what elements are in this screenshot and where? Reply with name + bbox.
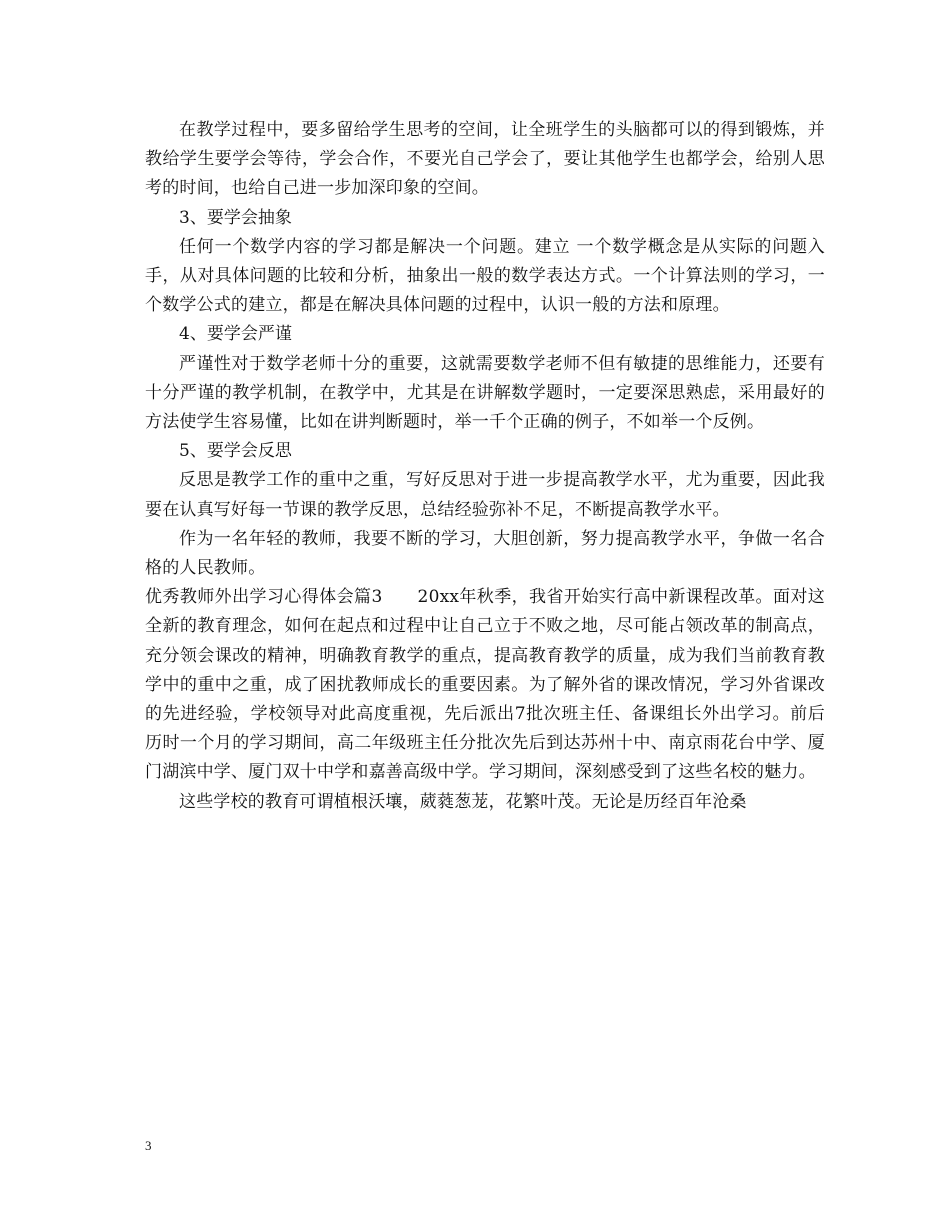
page-number: 3 xyxy=(145,1138,152,1153)
paragraph-reflection: 反思是教学工作的重中之重，写好反思对于进一步提高教学水平，尤为重要，因此我要在认真写好每一节课的教学反思，总结经验弥补不足，不断提高教学水平。 xyxy=(145,470,825,520)
paragraph-rigor: 严谨性对于数学老师十分的重要，这就需要数学老师不但有敏捷的思维能力，还要有十分严谨的教学机制，在教学中，尤其是在讲解数学题时，一定要深思熟虑，采用最好的方法使学生容易懂，比如在讲判断题时，举一千个正确的例子，不如举一个反例。 xyxy=(145,353,825,433)
paragraph-article-3: 优秀教师外出学习心得体会篇3 20xx年秋季，我省开始实行高中新课程改革。面对这全新的教育理念，如何在起点和过程中让自己立于不败之地，尽可能占领改革的制高点，充分领会课改的精神，明确教育教学的重点，提高教育教学的质量，成为我们当前教育教学中的重中之重，成了困扰教师成长的重要因素。为了解外省的课改情况，学习外省课改的先进经验，学校领导对此高度重视，先后派出7批次班主任、备课组长外出学习。前后历时一个月的学习期间，高二年级班主任分批次先后到达苏州十中、南京雨花台中学、厦门湖滨中学、厦门双十中学和嘉善高级中学。学习期间，深刻感受到了这些名校的魅力。 xyxy=(145,587,825,783)
heading-learn-reflection: 5、要学会反思 xyxy=(179,441,292,462)
heading-learn-rigor: 4、要学会严谨 xyxy=(179,324,292,345)
paragraph-teaching-process: 在教学过程中，要多留给学生思考的空间，让全班学生的头脑都可以的得到锻炼，并教给学生要学会等待，学会合作，不要光自己学会了，要让其他学生也都学会，给别人思考的时间，也给自己进一步加深印象的空间。 xyxy=(145,120,825,199)
paragraph-abstraction: 任何一个数学内容的学习都是解决一个问题。建立 一个数学概念是从实际的问题入手，从对具体问题的比较和分析，抽象出一般的数学表达方式。一个计算法则的学习，一个数学公式的建立，都是在解决具体问题的过程中，认识一般的方法和原理。 xyxy=(145,236,825,316)
heading-learn-abstraction: 3、要学会抽象 xyxy=(179,207,292,228)
paragraph-schools-education: 这些学校的教育可谓植根沃壤，葳蕤葱茏，花繁叶茂。无论是历经百年沧桑 xyxy=(179,791,747,812)
document-body xyxy=(145,116,825,817)
paragraph-young-teacher: 作为一名年轻的教师，我要不断的学习，大胆创新，努力提高教学水平，争做一名合格的人民教师。 xyxy=(145,528,825,579)
